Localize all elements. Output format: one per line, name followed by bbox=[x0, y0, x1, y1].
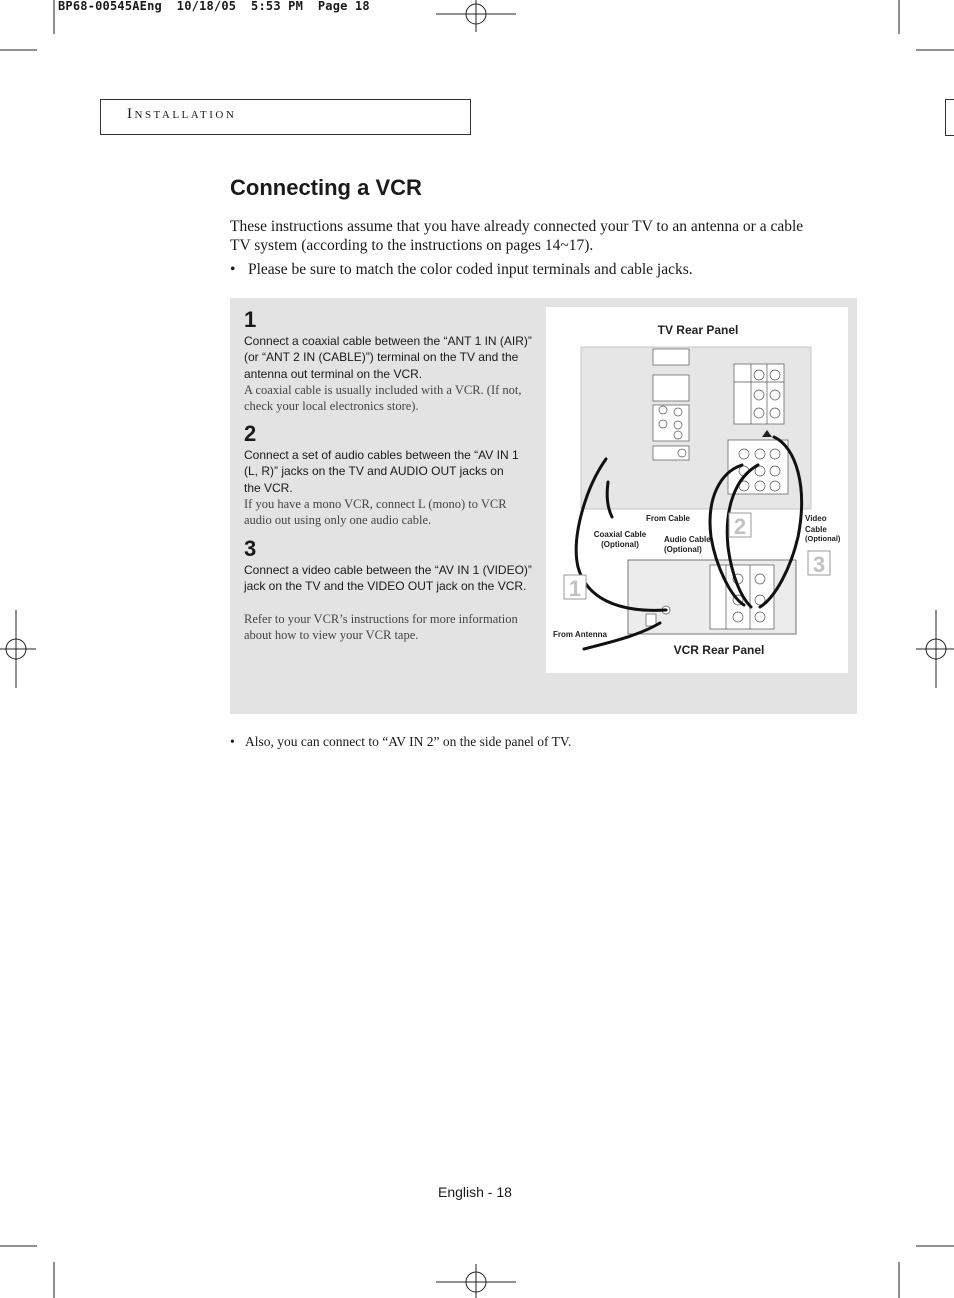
bullet-text: Also, you can connect to “AV IN 2” on the side panel of TV. bbox=[245, 734, 572, 749]
coaxial-optional-label: (Optional) bbox=[601, 540, 639, 549]
connection-diagram bbox=[546, 307, 848, 673]
vcr-rear-panel-label: VCR Rear Panel bbox=[673, 643, 765, 657]
page-title: Connecting a VCR bbox=[230, 175, 422, 200]
bullet-dot: • bbox=[230, 734, 235, 749]
from-cable-label: From Cable bbox=[646, 514, 691, 523]
bullet-item bbox=[230, 732, 830, 751]
bullet-dot: • bbox=[230, 261, 236, 278]
video-optional-label: (Optional) bbox=[805, 534, 841, 543]
callout-2: 2 bbox=[733, 514, 747, 539]
edge-tab bbox=[945, 99, 954, 136]
step-1-note: A coaxial cable is usually included with a VCR. (If not, check your local electronics store). bbox=[244, 383, 522, 414]
step-1-text: Connect a coaxial cable between the “ANT 1 IN (AIR)” (or “ANT 2 IN (CABLE)”) terminal on the TV and the antenna out terminal on the VCR. bbox=[244, 334, 532, 381]
callout-1: 1 bbox=[568, 576, 582, 601]
step-1-number: 1 bbox=[244, 307, 257, 332]
step-3-number: 3 bbox=[244, 536, 257, 561]
step-2-number: 2 bbox=[244, 421, 257, 446]
step-3-note: Refer to your VCR’s instructions for more information about how to view your VCR tape. bbox=[244, 612, 518, 643]
page-number: English - 18 bbox=[438, 1184, 512, 1200]
step-2-text: Connect a set of audio cables between the “AV IN 1 (L, R)” jacks on the TV and AUDIO OUT jacks on the VCR. bbox=[244, 448, 519, 495]
video-label: Video bbox=[805, 514, 827, 523]
connection-diagram-svg bbox=[546, 307, 848, 673]
step-3-text: Connect a video cable between the “AV IN 1 (VIDEO)” jack on the TV and the VIDEO OUT jack on the VCR. bbox=[244, 563, 532, 594]
cable-label: Cable bbox=[805, 525, 827, 534]
bullet-text: Please be sure to match the color coded input terminals and cable jacks. bbox=[248, 261, 693, 278]
tv-rear-panel-label: TV Rear Panel bbox=[657, 323, 739, 337]
coaxial-cable-label: Coaxial Cable bbox=[593, 530, 647, 539]
intro-paragraph: These instructions assume that you have already connected your TV to an antenna or a cable TV system (according to the instructions on pages 14~17). bbox=[230, 218, 804, 254]
bullet-item bbox=[230, 260, 830, 279]
audio-optional-label: (Optional) bbox=[664, 545, 702, 554]
section-label: Installation bbox=[127, 106, 237, 122]
from-antenna-label: From Antenna bbox=[553, 630, 607, 639]
step-2-note: If you have a mono VCR, connect L (mono) to VCR audio out using only one audio cable. bbox=[244, 497, 507, 528]
audio-cable-label: Audio Cable bbox=[664, 535, 711, 544]
callout-3: 3 bbox=[812, 552, 826, 577]
print-slug: BP68-00545AEng 10/18/05 5:53 PM Page 18 bbox=[58, 0, 370, 13]
